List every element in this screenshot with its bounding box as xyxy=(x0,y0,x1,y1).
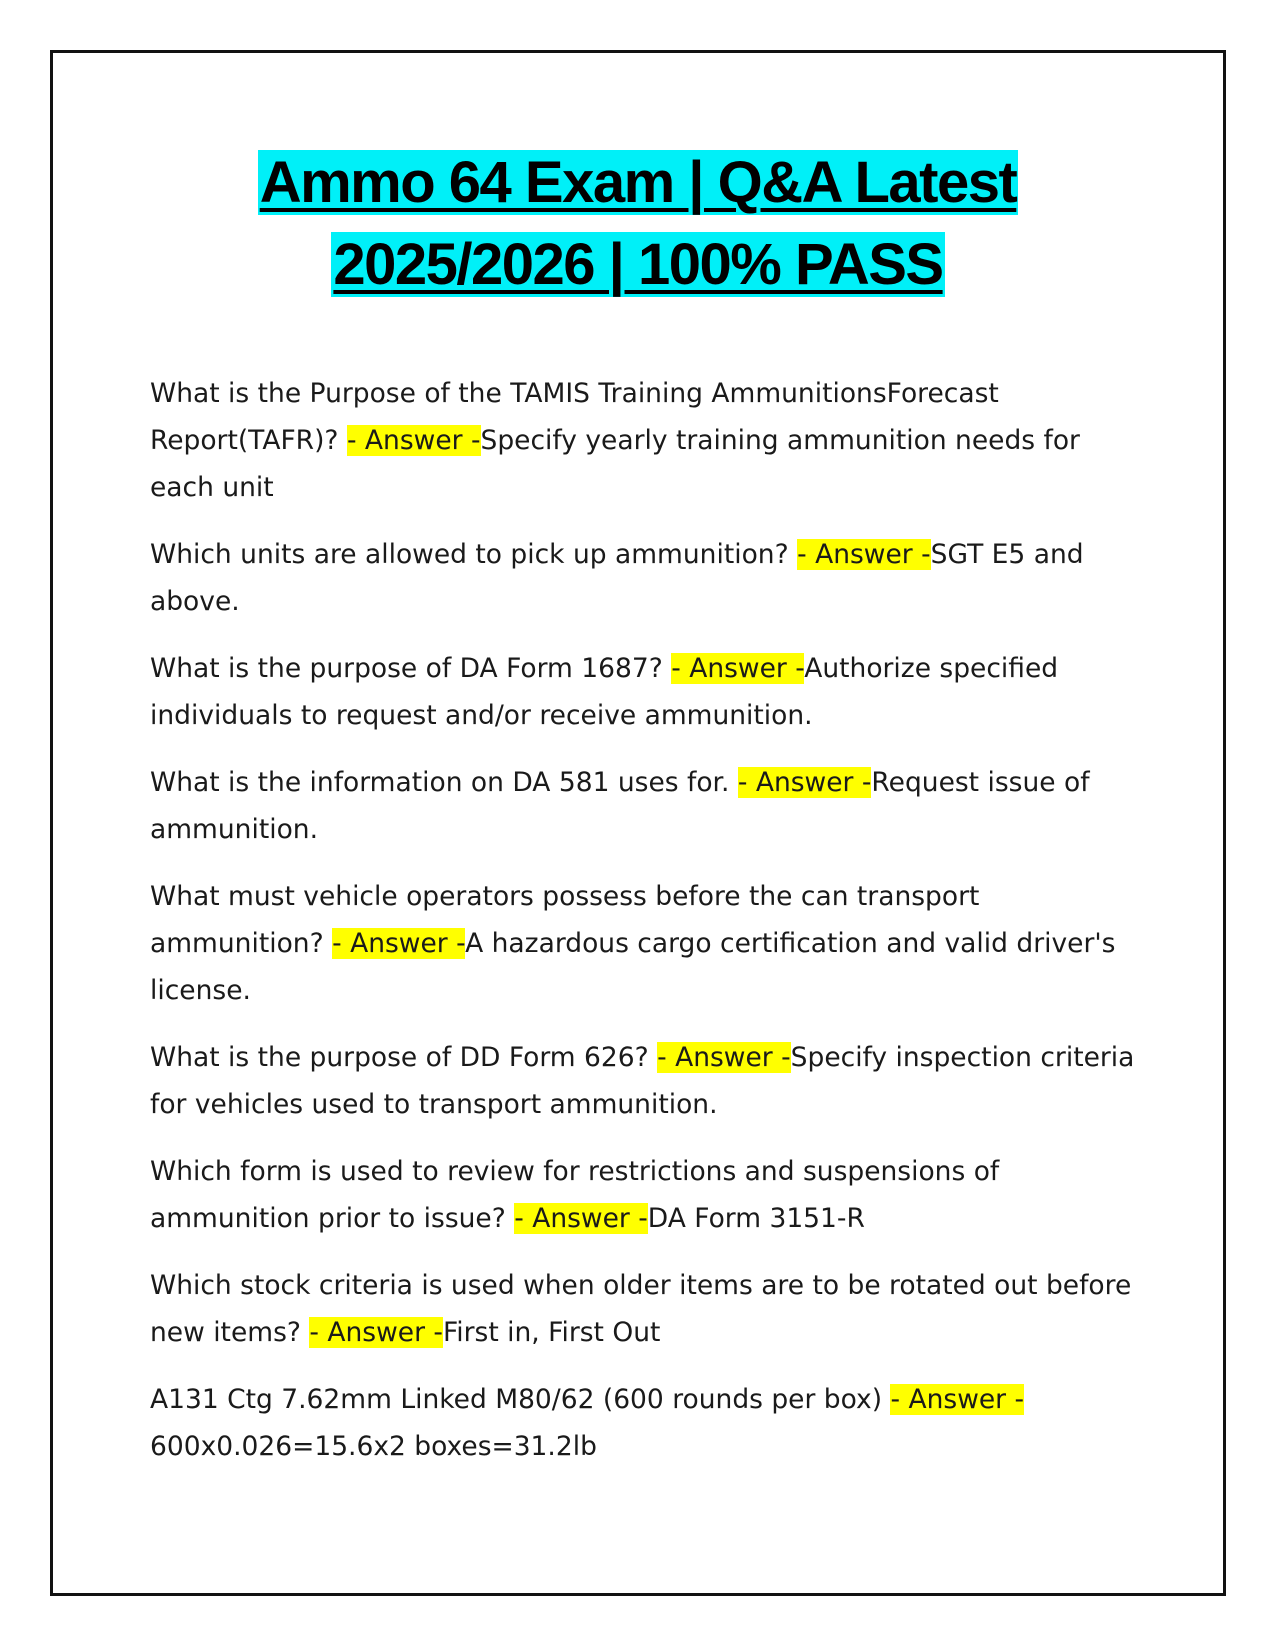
answer-marker: - Answer - xyxy=(346,425,481,456)
answer-marker: - Answer - xyxy=(890,1384,1025,1415)
answer-text: Specify inspection criteria for vehicles used to transport ammunition. xyxy=(150,1042,1135,1120)
answer-marker: - Answer - xyxy=(671,653,805,684)
qa-item xyxy=(150,1376,1135,1470)
question-text: Which units are allowed to pick up ammunition? xyxy=(150,539,798,570)
qa-item xyxy=(150,370,1135,511)
question-text: What is the Purpose of the TAMIS Training AmmunitionsForecast Report(TAFR)? xyxy=(150,378,999,456)
answer-text: A hazardous cargo certification and valid driver's license. xyxy=(150,928,1116,1006)
answer-text: 600x0.026=15.6x2 boxes=31.2lb xyxy=(150,1431,597,1462)
answer-text: SGT E5 and above. xyxy=(150,539,1084,617)
answer-text: DA Form 3151-R xyxy=(647,1203,865,1234)
question-text: What must vehicle operators possess before the can transport ammunition? xyxy=(150,881,980,959)
question-text: Which form is used to review for restrictions and suspensions of ammunition prior to issue? xyxy=(150,1156,1000,1234)
answer-text: Specify yearly training ammunition needs for each unit xyxy=(150,425,1080,503)
document-title xyxy=(53,142,1223,306)
qa-item xyxy=(150,873,1135,1014)
answer-marker: - Answer - xyxy=(737,767,872,798)
answer-marker: - Answer - xyxy=(797,539,931,570)
qa-item xyxy=(150,1262,1135,1356)
answer-marker: - Answer - xyxy=(514,1203,648,1234)
answer-text: First in, First Out xyxy=(442,1317,661,1348)
qa-item xyxy=(150,1148,1135,1242)
question-text: What is the purpose of DA Form 1687? xyxy=(150,653,672,684)
answer-marker: - Answer - xyxy=(657,1042,791,1073)
answer-text: Request issue of ammunition. xyxy=(150,767,1090,845)
title-line-1-text: Ammo 64 Exam | Q&A Latest xyxy=(259,150,1017,215)
title-line-2 xyxy=(53,224,1223,306)
qa-list xyxy=(150,370,1135,1490)
qa-item xyxy=(150,531,1135,625)
answer-text: Authorize specified individuals to request and/or receive ammunition. xyxy=(150,653,1059,731)
answer-marker: - Answer - xyxy=(332,928,466,959)
title-line-1 xyxy=(53,142,1223,224)
question-text: What is the purpose of DD Form 626? xyxy=(150,1042,658,1073)
qa-item xyxy=(150,759,1135,853)
answer-marker: - Answer - xyxy=(309,1317,443,1348)
qa-item xyxy=(150,1034,1135,1128)
question-text: A131 Ctg 7.62mm Linked M80/62 (600 rounds per box) xyxy=(150,1384,891,1415)
qa-item xyxy=(150,645,1135,739)
question-text: What is the information on DA 581 uses for. xyxy=(150,767,738,798)
title-line-2-text: 2025/2026 | 100% PASS xyxy=(333,232,943,297)
question-text: Which stock criteria is used when older items are to be rotated out before new items? xyxy=(150,1270,1132,1348)
